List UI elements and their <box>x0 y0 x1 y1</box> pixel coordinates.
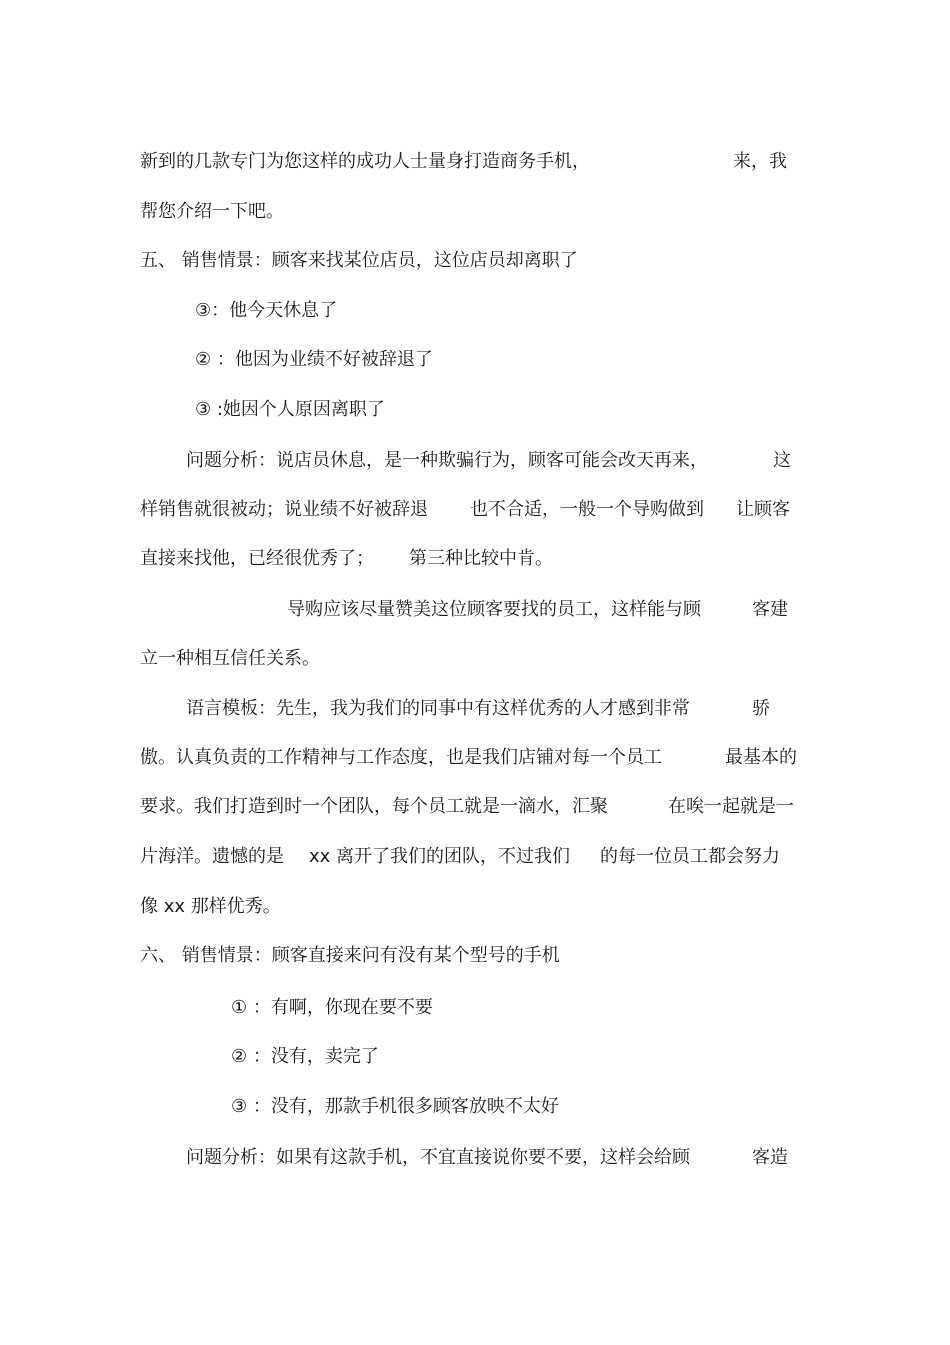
paragraph-line: 也不合适，一般一个导购做到 <box>470 499 704 520</box>
paragraph-line: 问题分析：如果有这款手机，不宜直接说你要不要，这样会给顾 <box>186 1147 690 1168</box>
paragraph-line: 帮您介绍一下吧。 <box>140 201 284 222</box>
paragraph-line: 最基本的 <box>725 747 797 768</box>
option-line: ③ :她因个人原因离职了 <box>195 399 385 420</box>
paragraph-line: 要求。我们打造到时一个团队，每个员工就是一滴水，汇聚 <box>140 796 608 817</box>
paragraph-line: 这 <box>773 450 791 471</box>
option-line: ① ：有啊，你现在要不要 <box>231 997 433 1018</box>
paragraph-line: 的每一位员工都会努力 <box>600 846 780 867</box>
paragraph-line: 在唉一起就是一 <box>668 796 794 817</box>
option-line: ② ：他因为业绩不好被辞退了 <box>195 349 433 370</box>
paragraph-line: 骄 <box>752 698 770 719</box>
paragraph-line: 直接来找他，已经很优秀了； <box>140 548 374 569</box>
paragraph-line: 第三种比较中肯。 <box>409 548 553 569</box>
section-heading: 六、 销售情景：顾客直接来问有没有某个型号的手机 <box>140 945 560 966</box>
paragraph-line: 片海洋。遗憾的是 <box>140 846 284 867</box>
paragraph-line: 问题分析：说店员休息，是一种欺骗行为，顾客可能会改天再来， <box>186 450 708 471</box>
paragraph-line: 客建 <box>752 599 788 620</box>
paragraph-line: 立一种相互信任关系。 <box>140 648 320 669</box>
paragraph-line: xx 离开了我们的团队，不过我们 <box>309 846 571 867</box>
paragraph-line: 新到的几款专门为您这样的成功人士量身打造商务手机， <box>140 151 590 172</box>
paragraph-line: 傲。认真负责的工作精神与工作态度，也是我们店铺对每一个员工 <box>140 747 662 768</box>
option-line: ③：他今天休息了 <box>195 300 338 321</box>
paragraph-line: 导购应该尽量赞美这位顾客要找的员工，这样能与顾 <box>287 599 701 620</box>
paragraph-line: 语言模板：先生，我为我们的同事中有这样优秀的人才感到非常 <box>186 698 690 719</box>
paragraph-line: 客造 <box>752 1147 788 1168</box>
option-line: ③ ：没有，那款手机很多顾客放映不太好 <box>231 1096 559 1117</box>
section-heading: 五、 销售情景：顾客来找某位店员，这位店员却离职了 <box>140 250 578 271</box>
paragraph-line: 来，我 <box>733 151 787 172</box>
paragraph-line: 样销售就很被动；说业绩不好被辞退 <box>140 499 428 520</box>
paragraph-line: 像 xx 那样优秀。 <box>140 896 281 917</box>
option-line: ② ：没有，卖完了 <box>231 1046 379 1067</box>
paragraph-line: 让顾客 <box>736 499 790 520</box>
